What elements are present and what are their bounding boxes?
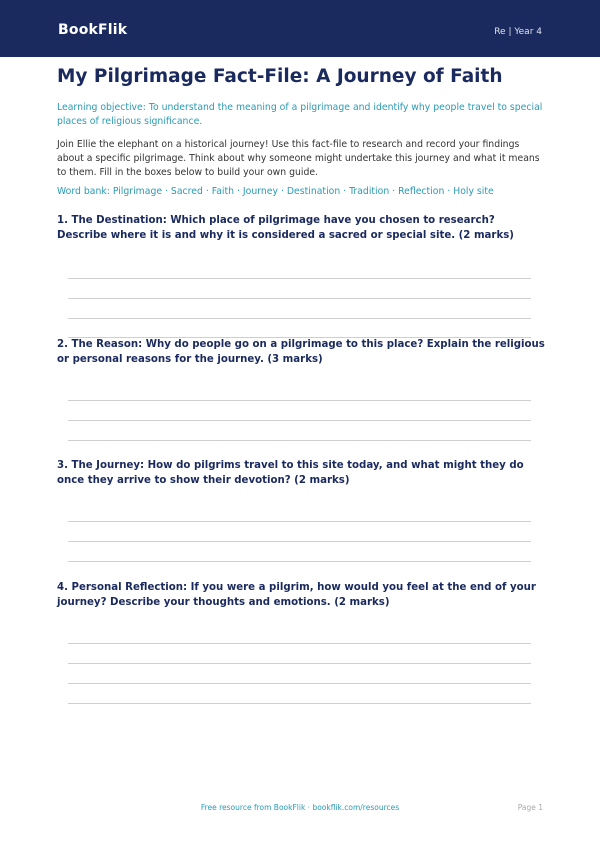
question-4: 4. Personal Reflection: If you were a pilgrim, how would you feel at the end of your journey? Describe your thoughts and emotions. (2 marks): [57, 582, 536, 608]
intro-text: Join Ellie the elephant on a historical journey! Use this fact-file to research and record your findings about a specific pilgrimage. Think about why someone might undertake this journey and what it means to them. Fill in the boxes below to build your own guide.: [57, 139, 540, 178]
answer-line-q3-1[interactable]: [68, 521, 531, 522]
answer-line-q1-1[interactable]: [68, 278, 531, 279]
answer-line-q2-3[interactable]: [68, 440, 531, 441]
brand-logo[interactable]: BookFlik: [58, 22, 128, 38]
answer-line-q4-2[interactable]: [68, 663, 531, 664]
page-title: My Pilgrimage Fact-File: A Journey of Faith: [57, 66, 503, 87]
answer-line-q3-3[interactable]: [68, 561, 531, 562]
learning-objective: Learning objective: To understand the meaning of a pilgrimage and identify why people travel to special places of religious significance.: [57, 102, 543, 127]
answer-line-q2-2[interactable]: [68, 420, 531, 421]
question-2: 2. The Reason: Why do people go on a pilgrimage to this place? Explain the religious or personal reasons for the journey. (3 marks): [57, 339, 545, 365]
page-number: Page 1: [517, 803, 543, 812]
answer-line-q4-1[interactable]: [68, 643, 531, 644]
answer-line-q4-4[interactable]: [68, 703, 531, 704]
answer-line-q2-1[interactable]: [68, 400, 531, 401]
question-1: 1. The Destination: Which place of pilgrimage have you chosen to research? Describe where it is and why it is considered a sacred or special site. (2 marks): [57, 215, 514, 241]
footer-link[interactable]: Free resource from BookFlik · bookflik.com/resources: [200, 803, 400, 812]
subject-year-label: Re | Year 4: [494, 27, 542, 37]
answer-line-q1-3[interactable]: [68, 318, 531, 319]
question-3: 3. The Journey: How do pilgrims travel to this site today, and what might they do once they arrive to show their devotion? (2 marks): [57, 460, 524, 486]
word-bank: Word bank: Pilgrimage · Sacred · Faith · Journey · Destination · Tradition · Reflection · Holy site: [57, 186, 494, 197]
answer-line-q1-2[interactable]: [68, 298, 531, 299]
header-bar: [0, 0, 600, 57]
answer-line-q4-3[interactable]: [68, 683, 531, 684]
answer-line-q3-2[interactable]: [68, 541, 531, 542]
